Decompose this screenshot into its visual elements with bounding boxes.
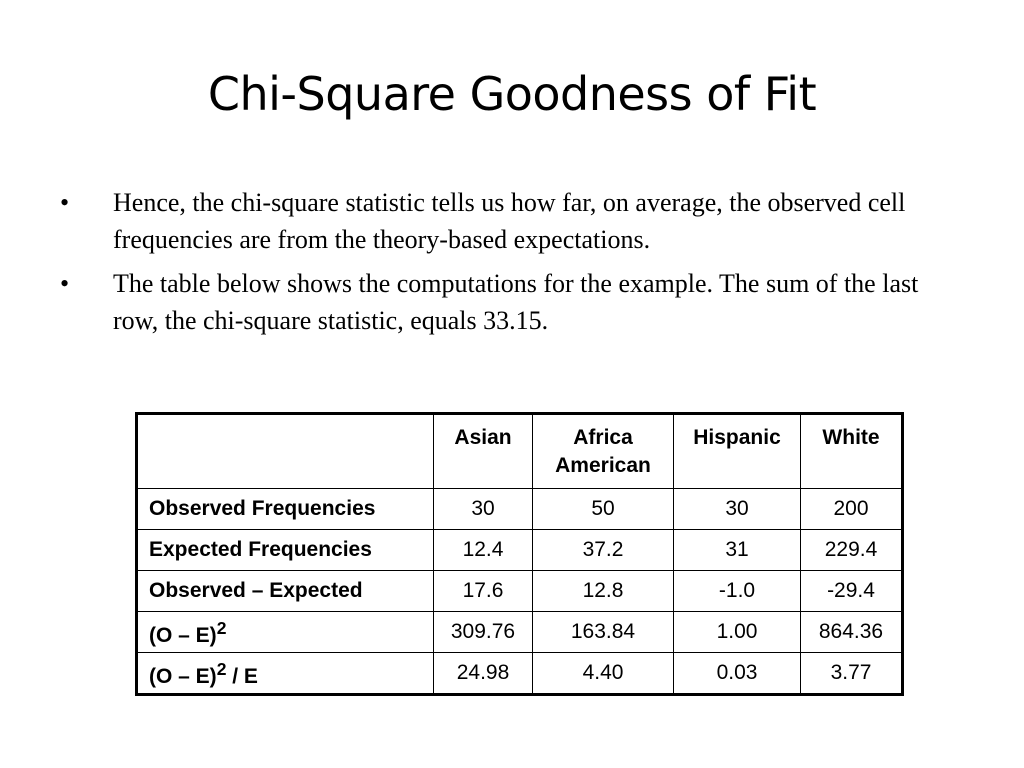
table-cell: 12.4 xyxy=(434,530,533,571)
table-cell: 0.03 xyxy=(674,653,801,695)
table-row xyxy=(137,571,903,612)
column-header-asian: Asian xyxy=(434,414,533,489)
table-cell: -29.4 xyxy=(801,571,903,612)
table-cell: 12.8 xyxy=(533,571,674,612)
bullet-text: Hence, the chi-square statistic tells us how far, on average, the observed cell frequencies are from the theory-based expectations. xyxy=(113,188,906,254)
column-header-africa-american: Africa American xyxy=(533,414,674,489)
table-cell: 4.40 xyxy=(533,653,674,695)
table-row xyxy=(137,612,903,653)
row-label: Observed – Expected xyxy=(137,571,434,612)
row-label-suffix: / E xyxy=(226,665,258,688)
table-cell: 3.77 xyxy=(801,653,903,695)
table-cell: -1.0 xyxy=(674,571,801,612)
row-label: Observed Frequencies xyxy=(137,489,434,530)
table-cell: 163.84 xyxy=(533,612,674,653)
table-cell: 31 xyxy=(674,530,801,571)
table-row xyxy=(137,653,903,695)
bullet-icon: • xyxy=(60,188,70,217)
column-header-white: White xyxy=(801,414,903,489)
table-row xyxy=(137,489,903,530)
row-label xyxy=(137,653,434,695)
bullet-item xyxy=(60,184,960,258)
table-row xyxy=(137,530,903,571)
row-label-text: (O – E) xyxy=(149,665,217,688)
table-cell: 229.4 xyxy=(801,530,903,571)
slide-title: Chi-Square Goodness of Fit xyxy=(207,67,817,121)
row-label: Expected Frequencies xyxy=(137,530,434,571)
table-cell: 50 xyxy=(533,489,674,530)
column-header-hispanic: Hispanic xyxy=(674,414,801,489)
row-label-text: (O – E) xyxy=(149,624,217,647)
table-container xyxy=(135,412,904,696)
table-header-row xyxy=(137,414,903,489)
table-corner-cell xyxy=(137,414,434,489)
row-label-superscript: 2 xyxy=(216,618,227,638)
bullet-list xyxy=(60,184,960,346)
chi-square-table xyxy=(135,412,904,696)
table-cell: 1.00 xyxy=(674,612,801,653)
table-cell: 24.98 xyxy=(434,653,533,695)
bullet-item xyxy=(60,265,960,339)
table-cell: 30 xyxy=(674,489,801,530)
table-cell: 864.36 xyxy=(801,612,903,653)
row-label-superscript: 2 xyxy=(216,659,227,679)
table-cell: 37.2 xyxy=(533,530,674,571)
table-cell: 309.76 xyxy=(434,612,533,653)
table-cell: 200 xyxy=(801,489,903,530)
table-cell: 30 xyxy=(434,489,533,530)
table-cell: 17.6 xyxy=(434,571,533,612)
row-label xyxy=(137,612,434,653)
bullet-icon: • xyxy=(60,269,70,298)
bullet-text: The table below shows the computations for the example. The sum of the last row, the chi-square statistic, equals 33.15. xyxy=(113,269,919,335)
